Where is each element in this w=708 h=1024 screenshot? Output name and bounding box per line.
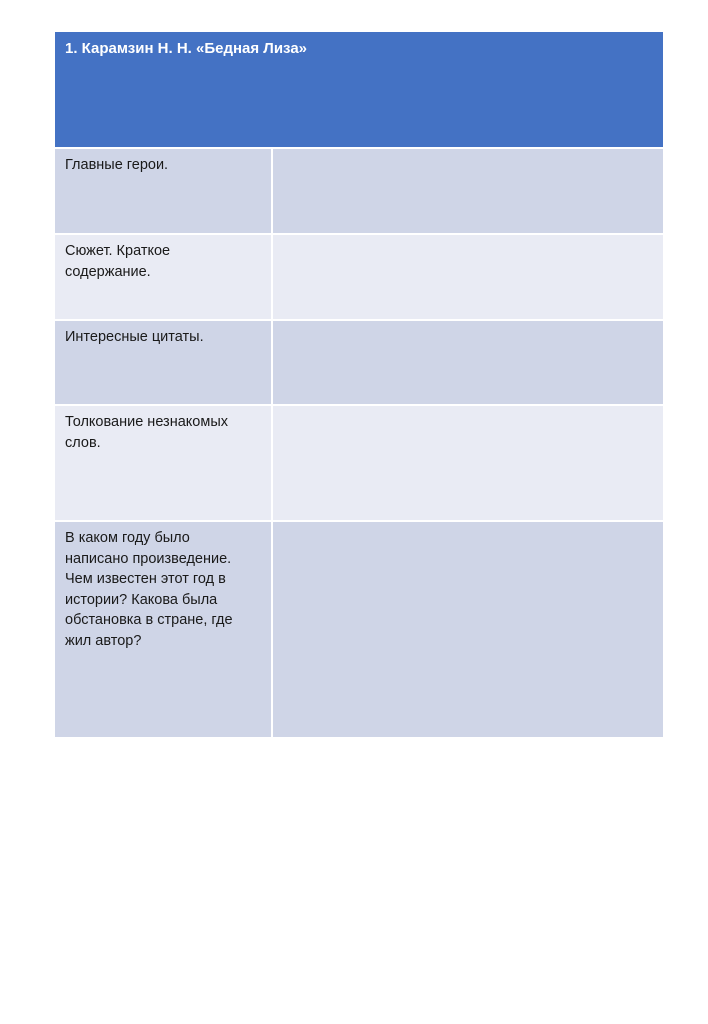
table-row: [55, 520, 663, 737]
answer-cell[interactable]: [273, 522, 663, 737]
answer-cell[interactable]: [273, 406, 663, 520]
row-label: Интересные цитаты.: [55, 321, 273, 404]
worksheet-table: [55, 32, 663, 737]
table-row: [55, 147, 663, 233]
row-label: В каком году было написано произведение. Чем известен этот год в истории? Какова была обстановка в стране, где жил автор?: [55, 522, 273, 737]
answer-cell[interactable]: [273, 321, 663, 404]
table-row: [55, 319, 663, 404]
answer-cell[interactable]: [273, 149, 663, 233]
row-label: Сюжет. Краткое содержание.: [55, 235, 273, 319]
row-label: Главные герои.: [55, 149, 273, 233]
table-header: [55, 32, 663, 147]
table-row: [55, 233, 663, 319]
table-row: [55, 404, 663, 520]
answer-cell[interactable]: [273, 235, 663, 319]
row-label: Толкование незнакомых слов.: [55, 406, 273, 520]
worksheet-title: 1. Карамзин Н. Н. «Бедная Лиза»: [65, 40, 307, 57]
